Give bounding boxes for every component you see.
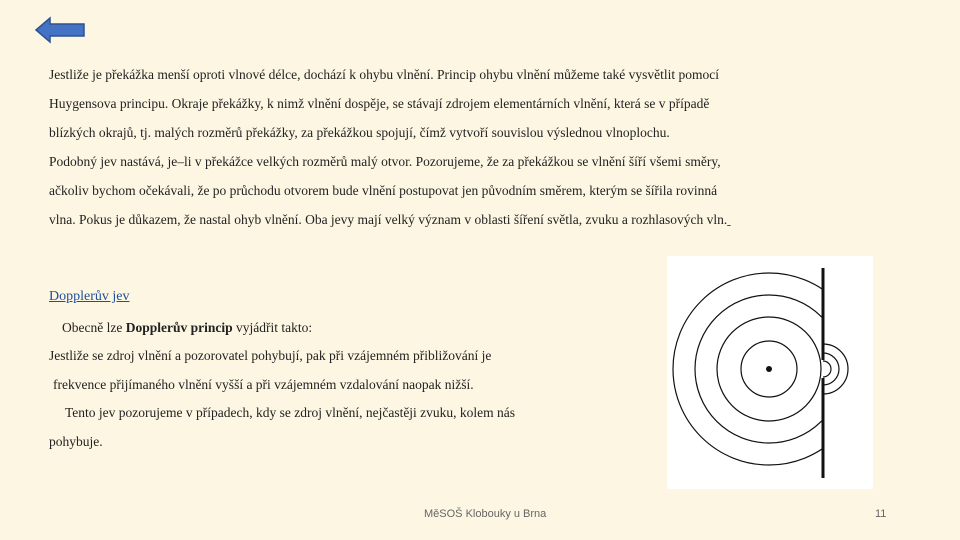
wave-figure — [667, 256, 873, 489]
doppler-link[interactable]: Dopplerův jev — [49, 289, 130, 304]
text-line: Jestliže je překážka menší oproti vlnové délce, dochází k ohybu vlnění. Princip ohybu vlnění můžeme také vysvětlit pomocí — [49, 67, 719, 82]
text-line: ačkoliv bychom očekávali, že po průchodu otvorem bude vlnění postupovat jen původním směrem, kterým se šířila rovinná — [49, 183, 718, 198]
doppler-line-4: pohybuje. — [49, 434, 103, 449]
page-number: 11 — [875, 508, 887, 520]
back-arrow-icon — [34, 16, 86, 44]
text-line-last — [49, 212, 731, 228]
text-line-content: vlna. Pokus je důkazem, že nastal ohyb vlnění. Oba jevy mají velký význam v oblasti šíření světla, zvuku a rozhlasových vln. — [49, 212, 728, 227]
doppler-intro — [62, 320, 312, 336]
doppler-intro-suffix: vyjádřit takto: — [232, 320, 313, 335]
diffracted-wave — [815, 361, 831, 377]
doppler-principle-bold: Dopplerův princip — [125, 320, 233, 335]
wave-source-dot — [766, 366, 772, 372]
doppler-line-3: Tento jev pozorujeme v případech, kdy se zdroj vlnění, nejčastěji zvuku, kolem nás — [65, 405, 516, 420]
trailing-link[interactable] — [727, 212, 730, 227]
wave-diagram — [667, 256, 873, 489]
doppler-line-1: Jestliže se zdroj vlnění a pozorovatel pohybují, pak při vzájemném přibližování je — [49, 348, 492, 363]
text-line: Podobný jev nastává, je–li v překážce velkých rozměrů malý otvor. Pozorujeme, že za překážkou se vlnění šíří všemi směry, — [49, 154, 721, 169]
back-button[interactable] — [34, 16, 86, 44]
text-line: blízkých okrajů, tj. malých rozměrů překážky, za překážkou spojují, čímž vytvoří souvislou výslednou vlnoplochu. — [49, 125, 670, 140]
doppler-intro-prefix: Obecně lze — [62, 320, 126, 335]
footer-school: MěSOŠ Klobouky u Brna — [424, 508, 547, 520]
doppler-line-2: frekvence přijímaného vlnění vyšší a při vzájemném vzdalování naopak nižší. — [53, 377, 474, 392]
text-line: Huygensova principu. Okraje překážky, k nimž vlnění dospěje, se stávají zdrojem elementárních vlnění, která se v případě — [49, 96, 710, 111]
